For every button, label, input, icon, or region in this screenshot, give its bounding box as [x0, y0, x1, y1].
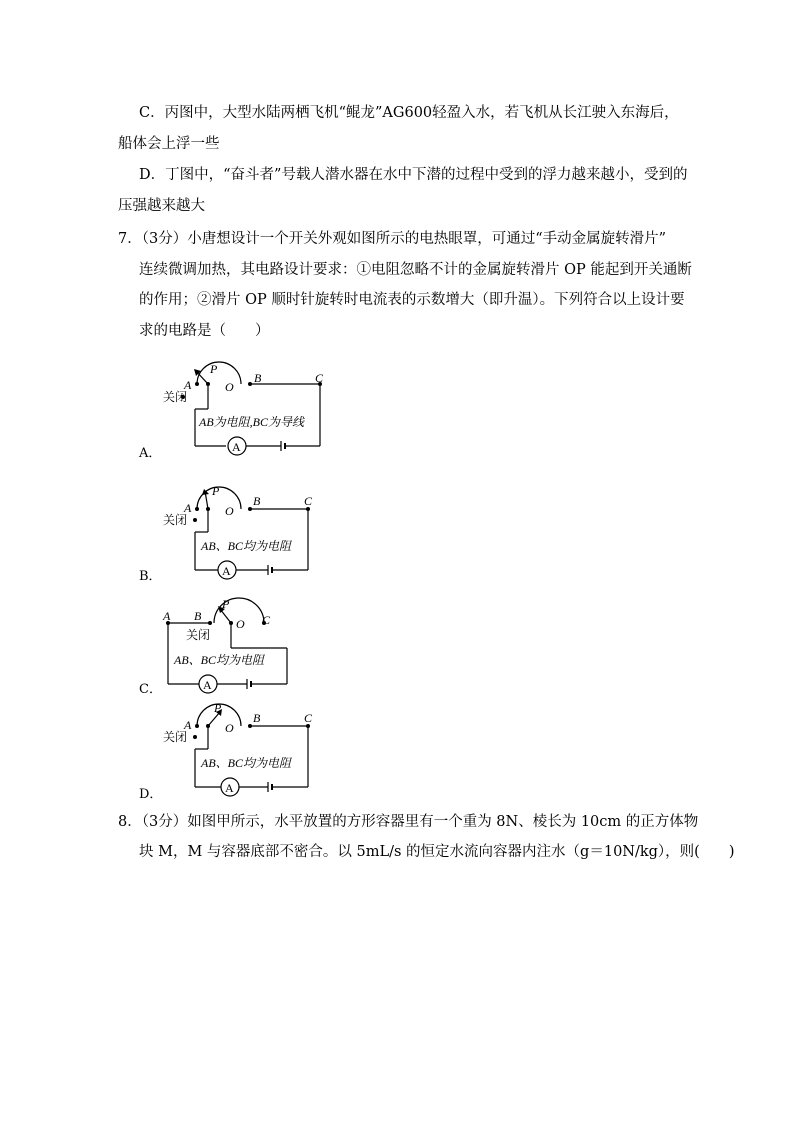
off-label: 关闭	[163, 513, 188, 527]
option-a-label: A．	[139, 446, 162, 461]
off-label: 关闭	[186, 628, 211, 642]
question-8-stem-line2: 块 M，M 与容器底部不密合。以 5mL/s 的恒定水流向容器内注水（g＝10N/kg），则( )	[139, 844, 735, 860]
option-b-label: B．	[139, 569, 162, 584]
terminal-b-label: B	[194, 609, 202, 623]
slider-p-label: P	[210, 362, 218, 376]
pivot-o-label: O	[225, 504, 234, 518]
terminal-a-label: A	[184, 378, 192, 392]
off-label: 关闭	[163, 730, 188, 744]
terminal-c-label: C	[315, 371, 324, 385]
resistor-note: AB、BC均为电阻	[201, 539, 291, 553]
terminal-a-label: A	[163, 609, 171, 623]
pivot-o-label: O	[225, 380, 234, 394]
terminal-c-label: C	[304, 494, 313, 508]
option-d-label: D．	[139, 787, 163, 802]
option-d-text-line1: D．丁图中，“奋斗者”号载人潜水器在水中下潜的过程中受到的浮力越来越小，受到的	[139, 167, 688, 183]
terminal-c-label: C	[304, 711, 313, 725]
resistor-note: AB、BC均为电阻	[174, 653, 264, 667]
ammeter-label: A	[225, 781, 234, 795]
terminal-b-label: B	[253, 494, 261, 508]
question-7-stem-line3: 的作用；②滑片 OP 顺时针旋转时电流表的示数增大（即升温）。下列符合以上设计要	[139, 292, 685, 308]
ammeter-label: A	[203, 678, 212, 692]
terminal-a-label: A	[184, 718, 192, 732]
ammeter-label: A	[222, 564, 231, 578]
slider-p-label: P	[214, 701, 222, 715]
slider-p-label: P	[222, 597, 230, 611]
terminal-a-label: A	[184, 501, 192, 515]
option-c-text-line2: 船体会上浮一些	[118, 136, 220, 152]
pivot-o-label: O	[225, 721, 234, 735]
resistor-note: AB、BC均为电阻	[201, 756, 291, 770]
terminal-b-label: B	[253, 711, 261, 725]
slider-p-label: P	[212, 484, 220, 498]
pivot-o-label: O	[236, 617, 245, 631]
option-c-text-line1: C．丙图中，大型水陆两栖飞机“鲲龙”AG600轻盈入水，若飞机从长江驶入东海后，	[139, 105, 679, 121]
option-d-text-line2: 压强越来越大	[118, 198, 205, 214]
off-label: 关闭	[163, 390, 188, 404]
option-c-label: C．	[139, 682, 162, 697]
question-7-stem-line4: 求的电路是（ ）	[139, 323, 270, 339]
question-7-stem-line1: 7．（3分）小唐想设计一个开关外观如图所示的电热眼罩，可通过“手动金属旋转滑片”	[118, 231, 667, 247]
question-8-stem-line1: 8．（3分）如图甲所示，水平放置的方形容器里有一个重为 8N、棱长为 10cm 的正方体物	[118, 814, 699, 830]
resistor-note: AB为电阻,BC为导线	[199, 415, 304, 429]
terminal-b-label: B	[254, 371, 262, 385]
question-7-stem-line2: 连续微调加热，其电路设计要求：①电阻忽略不计的金属旋转滑片 OP 能起到开关通断	[139, 262, 692, 278]
ammeter-label: A	[232, 440, 241, 454]
terminal-c-label: C	[262, 613, 271, 627]
